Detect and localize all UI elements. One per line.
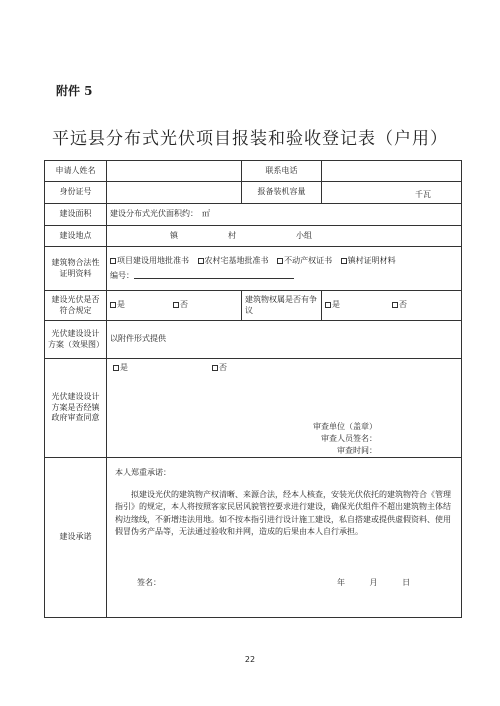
- review-time: 审查时间：: [337, 446, 377, 455]
- dispute-yes-checkbox[interactable]: [325, 302, 331, 308]
- legal-option-2-checkbox[interactable]: [198, 258, 204, 264]
- legal-number-label: 编号：: [110, 270, 134, 280]
- capacity-field[interactable]: [322, 182, 462, 204]
- review-no-checkbox[interactable]: [212, 365, 218, 371]
- commitment-field: [107, 458, 462, 618]
- legal-proof-field: [107, 247, 462, 291]
- dispute-no-label: 否: [399, 300, 407, 310]
- plan-value: 以附件形式提供: [107, 321, 462, 359]
- conform-yes-checkbox[interactable]: [110, 302, 116, 308]
- conform-no-label: 否: [180, 300, 188, 310]
- review-person-signature: 审查人员签名：: [321, 434, 377, 443]
- location-group: 小组: [296, 230, 312, 240]
- commitment-text: 拟建设光伏的建筑物产权清晰、来源合法，经本人核查，安装光伏依托的建筑物符合《管理指引》的规定，本人将按照客家民居风貌管控要求进行建设，确保光伏组件不超出建筑物主体结构边缘线，不新增违法用地。如不按本指引进行设计施工建设，私自搭建或提供虚假资料、使用假冒伪劣产品等，无法通过验收和并网，造成的后果由本人自行承担。: [115, 489, 451, 536]
- date-label: 年 月 日: [337, 578, 411, 588]
- legal-option-4-checkbox[interactable]: [341, 258, 347, 264]
- dispute-field: [322, 291, 462, 321]
- contact-phone-label: 联系电话: [242, 161, 322, 182]
- review-yes-checkbox[interactable]: [113, 365, 119, 371]
- legal-option-1-checkbox[interactable]: [110, 258, 116, 264]
- location-label: 建设地点: [45, 226, 107, 247]
- legal-option-3: 不动产权证书: [284, 255, 333, 265]
- id-number-label: 身份证号: [45, 182, 107, 204]
- location-field[interactable]: [107, 226, 462, 247]
- plan-label: 光伏建设设计方案（效果图）: [45, 321, 107, 359]
- legal-option-1: 项目建设用地批准书: [117, 255, 189, 265]
- area-label: 建设面积: [45, 204, 107, 226]
- legal-option-4: 镇村证明材料: [347, 255, 396, 265]
- dispute-yes-label: 是: [332, 300, 340, 310]
- review-unit-stamp: 审查单位（盖章）: [313, 422, 377, 431]
- review-yes-label: 是: [120, 363, 128, 372]
- legal-option-3-checkbox[interactable]: [277, 258, 283, 264]
- registration-form: [44, 160, 462, 618]
- conform-yes-label: 是: [117, 300, 125, 310]
- review-signature-block: [313, 421, 377, 457]
- page-number: 22: [244, 655, 256, 664]
- conform-no-checkbox[interactable]: [173, 302, 179, 308]
- area-text: 建设分布式光伏面积约：: [110, 209, 198, 219]
- legal-number-input[interactable]: [134, 270, 294, 279]
- review-label: 光伏建设设计方案是否经镇政府审查同意: [45, 359, 107, 458]
- review-field: [107, 359, 462, 458]
- form-title: 平远县分布式光伏项目报装和验收登记表（户用）: [52, 129, 448, 149]
- location-town: 镇: [170, 230, 178, 240]
- id-number-field[interactable]: [107, 182, 242, 204]
- contact-phone-field[interactable]: [322, 161, 462, 182]
- commitment-intro: 本人郑重承诺：: [115, 468, 171, 477]
- review-no-label: 否: [219, 363, 227, 372]
- location-village: 村: [228, 230, 236, 240]
- capacity-label: 报备装机容量: [242, 182, 322, 204]
- area-field[interactable]: [107, 204, 462, 226]
- legal-option-2: 农村宅基地批准书: [204, 255, 269, 265]
- conform-field: [107, 291, 242, 321]
- attachment-label: 附件 5: [56, 84, 93, 98]
- dispute-no-checkbox[interactable]: [392, 302, 398, 308]
- legal-proof-label: 建筑物合法性证明资料: [45, 247, 107, 291]
- capacity-unit: 千瓦: [415, 190, 431, 200]
- conform-label: 建设光伏是否符合规定: [45, 291, 107, 321]
- applicant-name-label: 申请人姓名: [45, 161, 107, 182]
- commitment-label: 建设承诺: [45, 458, 107, 618]
- applicant-name-field[interactable]: [107, 161, 242, 182]
- signature-label: 签名：: [137, 578, 161, 588]
- commitment-signature-row: [115, 578, 453, 590]
- dispute-label: 建筑物权属是否有争议: [242, 291, 322, 321]
- area-unit: ㎡: [202, 209, 210, 219]
